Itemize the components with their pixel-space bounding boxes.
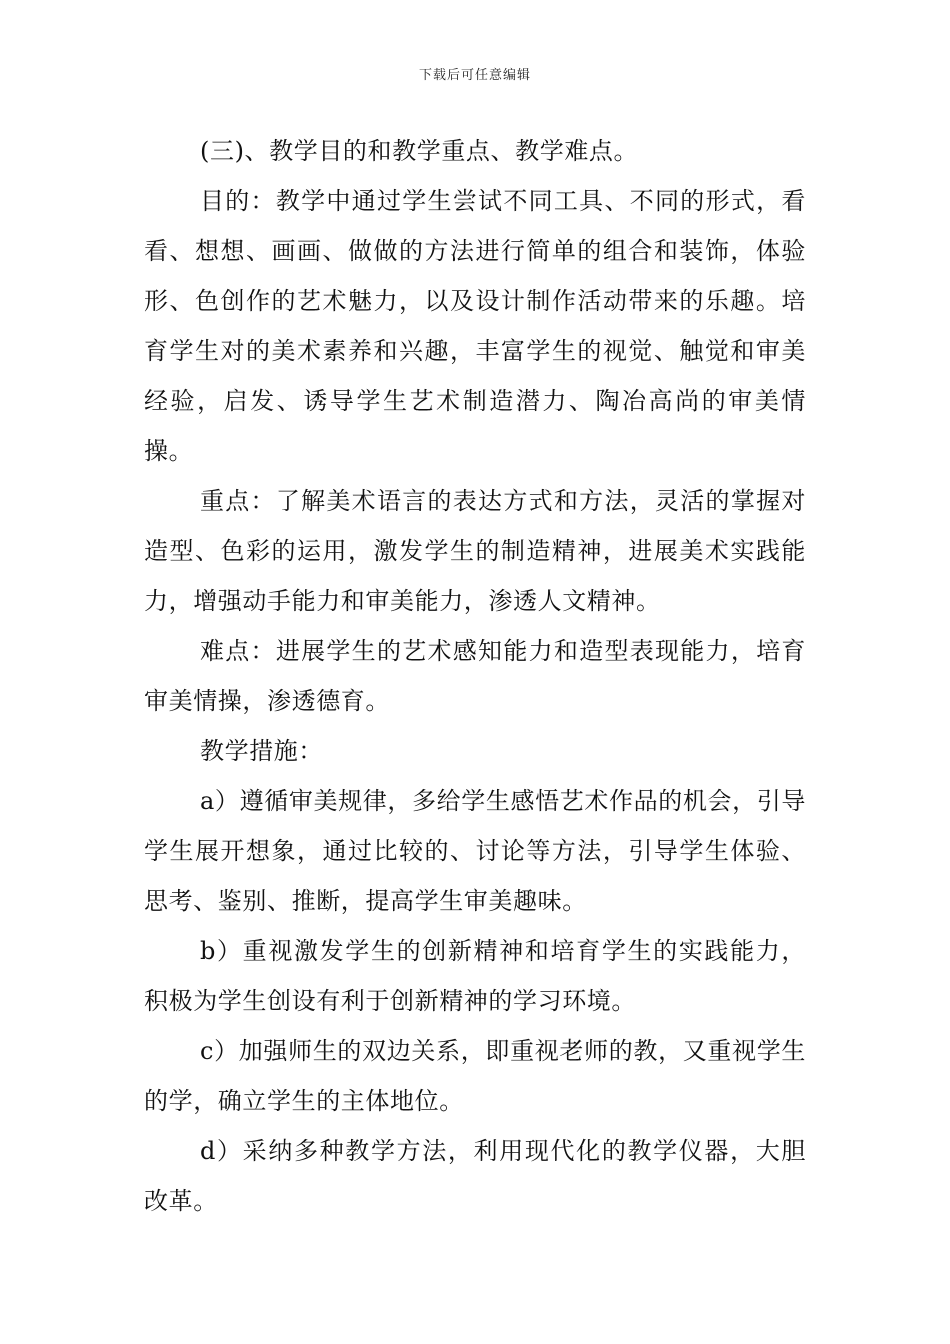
paragraph-key-points: 重点：了解美术语言的表达方式和方法，灵活的掌握对造型、色彩的运用，激发学生的制造精神，进展美术实践能力，增强动手能力和审美能力，渗透人文精神。: [144, 487, 806, 615]
section-title: (三)、教学目的和教学重点、教学难点。: [200, 137, 639, 165]
page-header-note: 下载后可任意编辑: [418, 68, 531, 83]
paragraph-measure-a: a）遵循审美规律，多给学生感悟艺术作品的机会，引导学生展开想象，通过比较的、讨论等方法，引导学生体验、思考、鉴别、推断，提高学生审美趣味。: [144, 787, 806, 915]
paragraph-measure-c: c）加强师生的双边关系，即重视老师的教，又重视学生的学，确立学生的主体地位。: [144, 1037, 806, 1115]
paragraph-measure-b: b）重视激发学生的创新精神和培育学生的实践能力，积极为学生创设有利于创新精神的学习环境。: [144, 937, 806, 1015]
paragraph-objective: 目的：教学中通过学生尝试不同工具、不同的形式，看看、想想、画画、做做的方法进行简单的组合和装饰，体验形、色创作的艺术魅力，以及设计制作活动带来的乐趣。培育学生对的美术素养和兴趣，丰富学生的视觉、触觉和审美经验，启发、诱导学生艺术制造潜力、陶冶高尚的审美情操。: [144, 187, 806, 465]
document-body: [144, 126, 806, 1226]
paragraph-measures-heading: 教学措施：: [200, 737, 323, 765]
paragraph-difficulties: 难点：进展学生的艺术感知能力和造型表现能力，培育审美情操，渗透德育。: [144, 637, 806, 715]
paragraph-measure-d: d）采纳多种教学方法，利用现代化的教学仪器，大胆改革。: [144, 1137, 806, 1215]
